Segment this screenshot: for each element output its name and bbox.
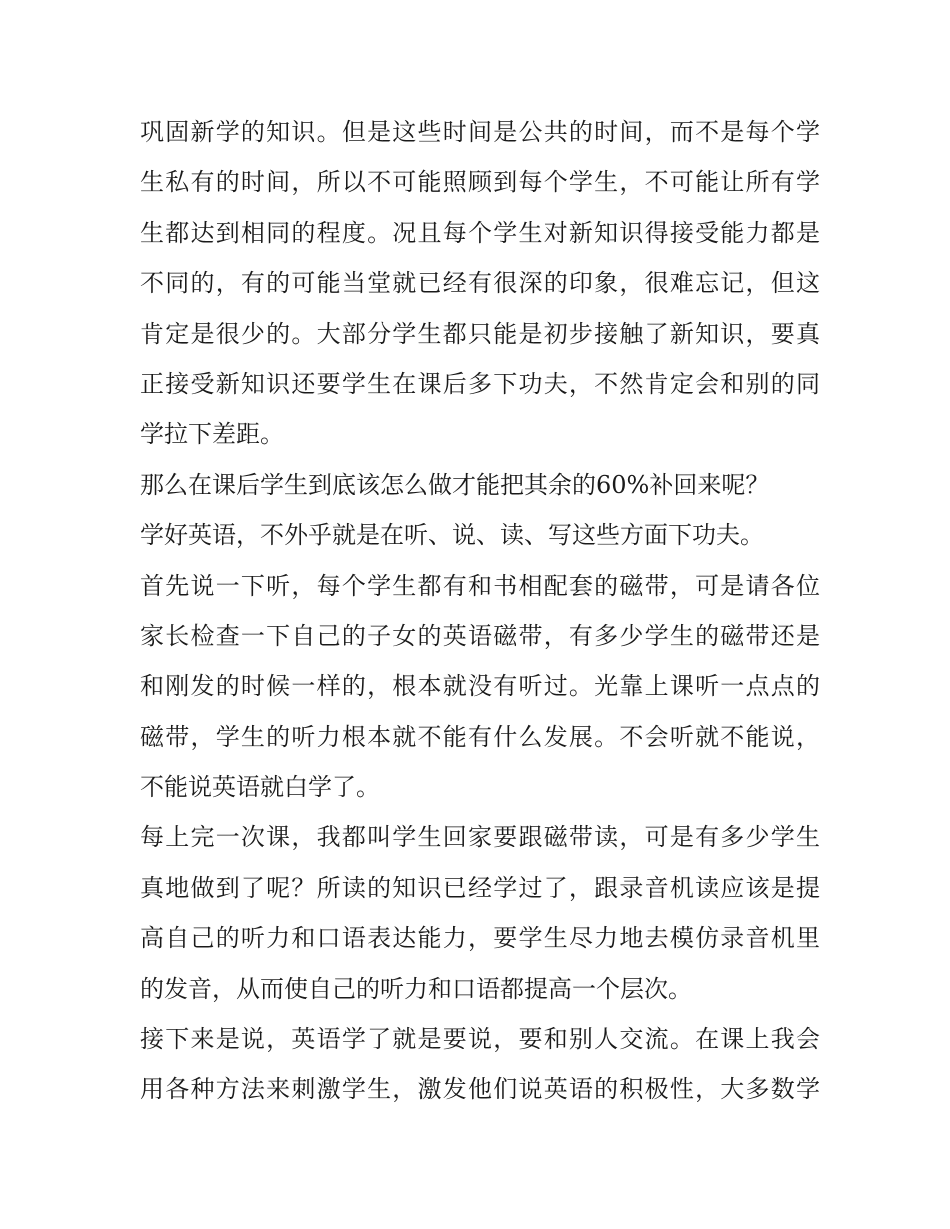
text-line: 正接受新知识还要学生在课后多下功夫，不然肯定会和别的同 — [140, 369, 820, 398]
text-line: 肯定是很少的。大部分学生都只能是初步接触了新知识，要真 — [140, 319, 820, 348]
text-line: 巩固新学的知识。但是这些时间是公共的时间，而不是每个学 — [140, 118, 820, 146]
text-line: 磁带，学生的听力根本就不能有什么发展。不会听就不能说， — [140, 722, 820, 751]
text-line: 的发音，从而使自己的听力和口语都提高一个层次。 — [140, 974, 692, 1003]
text-line: 生私有的时间，所以不可能照顾到每个学生，不可能让所有学 — [140, 168, 820, 197]
body-text — [140, 107, 820, 1115]
text-line: 接下来是说，英语学了就是要说，要和别人交流。在课上我会 — [140, 1025, 820, 1054]
text-line: 真地做到了呢？所读的知识已经学过了，跟录音机读应该是提 — [140, 873, 820, 902]
text-line: 用各种方法来刺激学生，激发他们说英语的积极性，大多数学 — [140, 1075, 820, 1104]
text-line: 高自己的听力和口语表达能力，要学生尽力地去模仿录音机里 — [140, 924, 820, 953]
text-line: 和刚发的时候一样的，根本就没有听过。光靠上课听一点点的 — [140, 672, 820, 701]
text-line: 不同的，有的可能当堂就已经有很深的印象，很难忘记，但这 — [140, 269, 820, 298]
text-line: 学好英语，不外乎就是在听、说、读、写这些方面下功夫。 — [140, 521, 764, 550]
text-line: 那么在课后学生到底该怎么做才能把其余的60%补回来呢？ — [140, 470, 770, 499]
text-line: 学拉下差距。 — [140, 420, 284, 449]
text-line: 不能说英语就白学了。 — [140, 773, 380, 802]
text-line: 首先说一下听，每个学生都有和书相配套的磁带，可是请各位 — [140, 571, 820, 600]
text-line: 生都达到相同的程度。况且每个学生对新知识得接受能力都是 — [140, 218, 820, 247]
text-line: 家长检查一下自己的子女的英语磁带，有多少学生的磁带还是 — [140, 621, 820, 650]
text-line: 每上完一次课，我都叫学生回家要跟磁带读，可是有多少学生 — [140, 823, 820, 852]
